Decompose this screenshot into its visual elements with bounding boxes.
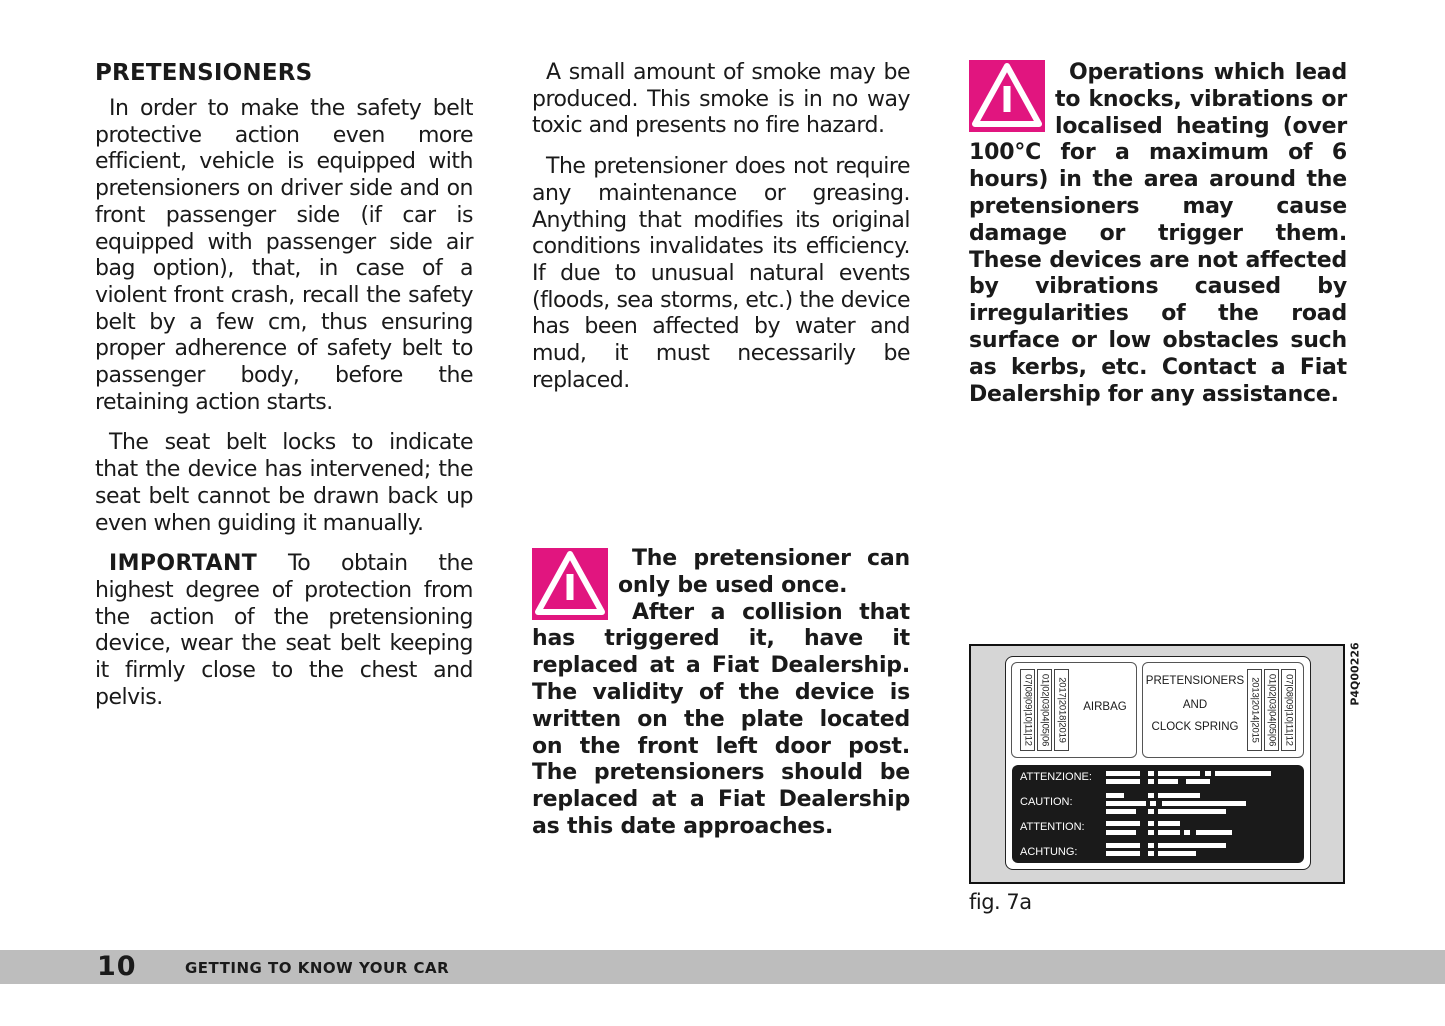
warning-heating-text: Operations which lead to knocks, vibrations or localised heating (over 100°C for a maximum of 6 hours) in the area around the pretensioners may cause damage or trigger them. These devices are not affected by vibrations caused by irregularities of the road surface or low obstacles such as kerbs, etc. Contact a Fiat Dealership for any assistance. xyxy=(969,60,1347,407)
pretensioners-month-strip: 01|02|03|04|05|06 xyxy=(1264,669,1279,751)
redacted-text xyxy=(1158,793,1200,798)
redacted-text xyxy=(1148,771,1154,776)
footer-bar xyxy=(0,950,1445,984)
lang-label: ATTENZIONE: xyxy=(1020,771,1092,783)
redacted-text xyxy=(1148,779,1154,784)
redacted-text xyxy=(1158,771,1200,776)
validity-plate xyxy=(1005,656,1311,870)
redacted-text xyxy=(1148,793,1154,798)
figure-validity-plate xyxy=(969,644,1345,884)
redacted-text xyxy=(1215,771,1271,776)
column-middle xyxy=(532,60,910,839)
redacted-text xyxy=(1158,851,1196,856)
redacted-text xyxy=(1106,843,1140,848)
pretensioners-panel xyxy=(1142,662,1304,758)
redacted-text xyxy=(1148,843,1154,848)
paragraph-pretensioners-intro: In order to make the safety belt protective action even more efficient, vehicle is equipped with pretensioners on driver side and on front passenger side (if car is equipped with passenger side air bag option), that, in case of a violent front crash, recall the safety belt by a few cm, thus ensuring proper adherence of safety belt to passenger body, before the retaining action starts. xyxy=(95,96,473,415)
redacted-text xyxy=(1196,830,1232,835)
section-heading: PRETENSIONERS xyxy=(95,60,313,86)
redacted-text xyxy=(1186,779,1210,784)
figure-caption: fig. 7a xyxy=(969,890,1032,914)
airbag-month-strip: 01|02|03|04|05|06 xyxy=(1037,669,1052,751)
lang-label: CAUTION: xyxy=(1020,796,1073,808)
redacted-text xyxy=(1162,801,1246,806)
column-right xyxy=(969,60,1347,408)
airbag-label: AIRBAG xyxy=(1083,701,1127,713)
redacted-text xyxy=(1106,851,1140,856)
column-left xyxy=(95,60,473,725)
lang-label: ATTENTION: xyxy=(1020,821,1085,833)
redacted-text xyxy=(1205,771,1211,776)
redacted-text xyxy=(1106,801,1146,806)
redacted-text xyxy=(1106,779,1140,784)
paragraph-maintenance: The pretensioner does not require any maintenance or greasing. Anything that modifies its original conditions invalidates its efficiency. If due to unusual natural events (floods, sea storms, etc.) the device has been affected by water and mud, it must necessarily be replaced. xyxy=(532,154,910,393)
redacted-text xyxy=(1158,830,1180,835)
redacted-text xyxy=(1106,821,1140,826)
redacted-text xyxy=(1106,771,1140,776)
pretensioners-label: PRETENSIONERS xyxy=(1145,675,1245,687)
warning-single-use-line1: The pretensioner can only be used once. xyxy=(618,546,910,598)
redacted-text xyxy=(1158,821,1180,826)
important-text: To obtain the highest degree of protection from the action of the pretensioning device, wear the seat belt keeping it firmly close to the chest and pelvis. xyxy=(95,551,473,710)
airbag-month-strip: 07|08|09|10|11|12 xyxy=(1020,669,1035,751)
paragraph-smoke: A small amount of smoke may be produced. This smoke is in no way toxic and presents no fire hazard. xyxy=(532,60,910,139)
redacted-text xyxy=(1158,779,1178,784)
section-title: GETTING TO KNOW YOUR CAR xyxy=(185,959,450,977)
warning-triangle-icon xyxy=(969,60,1045,132)
pretensioners-year-strip: 2013|2014|2015 xyxy=(1247,669,1262,751)
redacted-text xyxy=(1158,843,1226,848)
redacted-text xyxy=(1148,851,1154,856)
warning-single-use-line2: After a collision that has triggered it, have it replaced at a Fiat Dealership. The validity of the device is written on the plate located on the front left door post. The pretensioners should be replaced at a Fiat Dealership as this date approaches. xyxy=(532,599,910,839)
airbag-panel xyxy=(1011,662,1137,758)
redacted-text xyxy=(1150,801,1156,806)
figure-code: P4Q00226 xyxy=(1348,642,1362,706)
redacted-text xyxy=(1148,821,1154,826)
pretensioners-month-strip: 07|08|09|10|11|12 xyxy=(1281,669,1296,751)
redacted-text xyxy=(1106,793,1124,798)
redacted-text xyxy=(1106,830,1136,835)
plate-warning-panel xyxy=(1012,765,1304,863)
redacted-text xyxy=(1106,809,1136,814)
clock-spring-label: CLOCK SPRING xyxy=(1151,721,1239,733)
warning-triangle-icon xyxy=(532,548,608,620)
airbag-year-strip: 2017|2018|2019 xyxy=(1054,669,1069,751)
paragraph-important xyxy=(95,551,473,711)
redacted-text xyxy=(1158,809,1226,814)
and-label: AND xyxy=(1182,699,1208,711)
paragraph-seat-belt-locks: The seat belt locks to indicate that the device has intervened; the seat belt cannot be drawn back up even when guiding it manually. xyxy=(95,430,473,536)
redacted-text xyxy=(1148,830,1154,835)
redacted-text xyxy=(1148,809,1154,814)
lang-label: ACHTUNG: xyxy=(1020,846,1078,858)
warning-single-use xyxy=(532,546,910,841)
important-label: IMPORTANT xyxy=(109,551,258,577)
warning-heating xyxy=(969,60,1347,408)
redacted-text xyxy=(1184,830,1190,835)
page-number: 10 xyxy=(97,951,137,982)
